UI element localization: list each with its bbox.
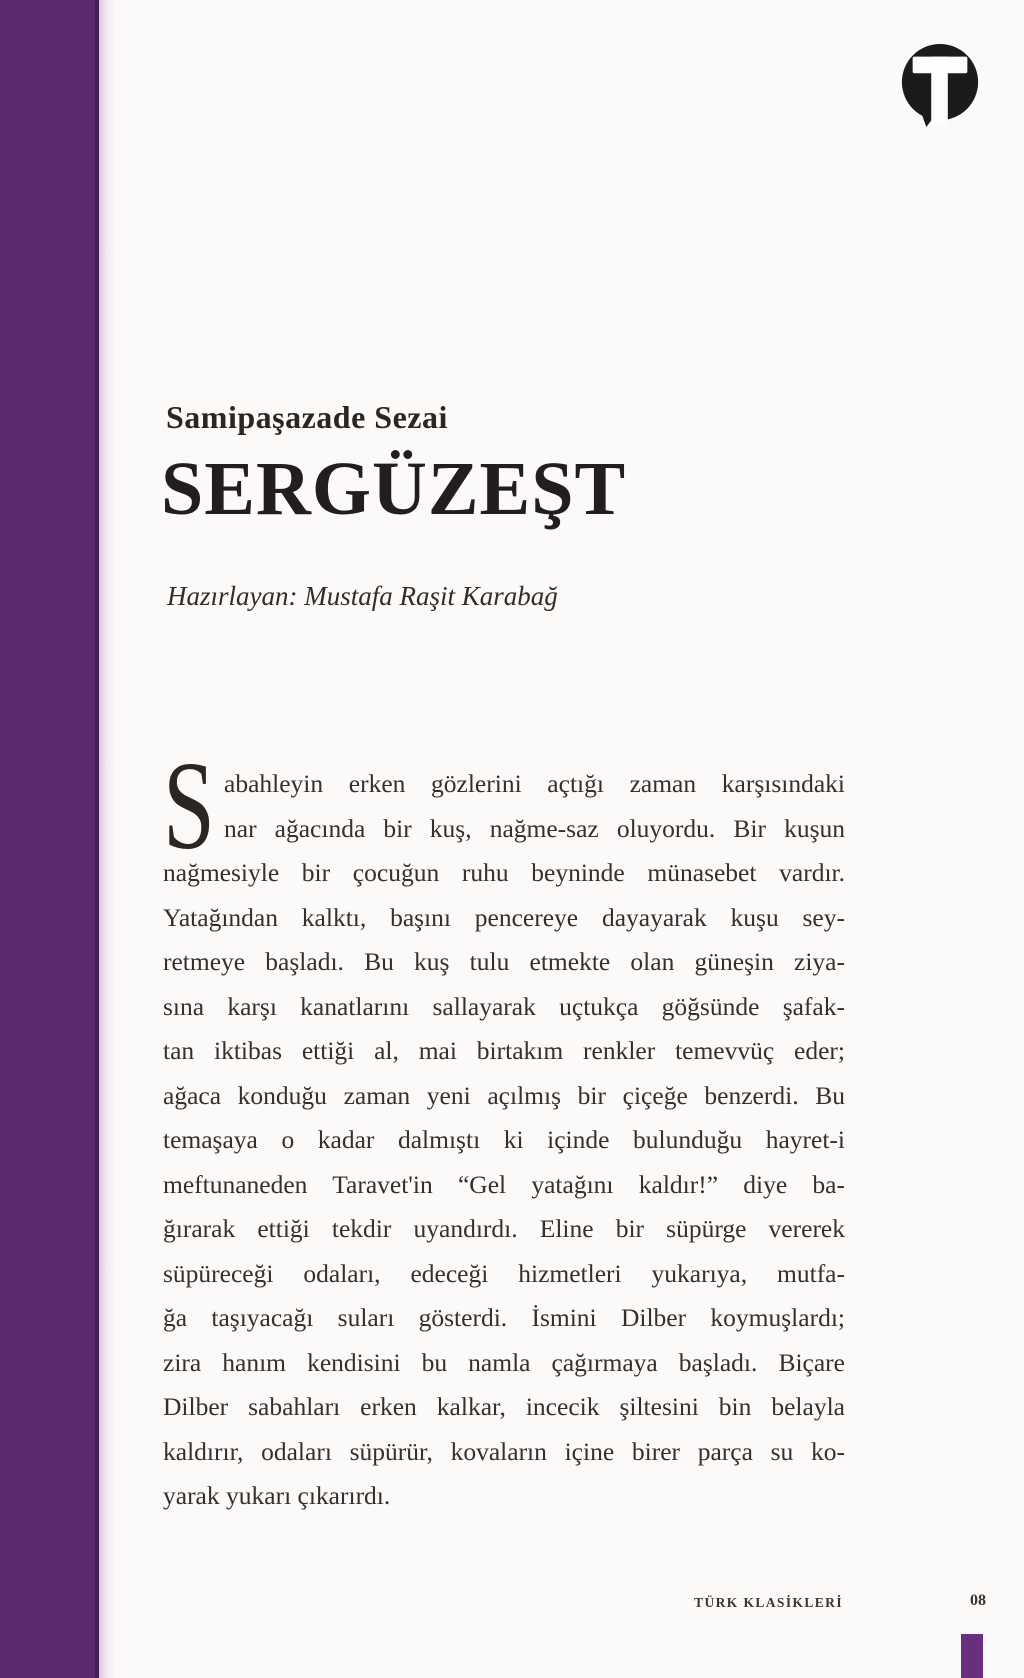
- body-line: tan iktibas ettiği al, mai birtakım renkler temevvüç eder;: [163, 1036, 845, 1065]
- book-title: SERGÜZEŞT: [161, 447, 627, 531]
- body-line: ğırarak ettiği tekdir uyandırdı. Eline bir süpürge vererek: [163, 1214, 845, 1243]
- footer-accent-bar: [961, 1634, 983, 1678]
- body-line: yarak yukarı çıkarırdı.: [163, 1481, 391, 1510]
- body-line: retmeye başladı. Bu kuş tulu etmekte olan güneşin ziya-: [163, 947, 845, 976]
- body-line: ğa taşıyacağı suları gösterdi. İsmini Dilber koymuşlardı;: [163, 1303, 845, 1332]
- drop-cap: S: [163, 737, 215, 876]
- body-paragraph: [163, 737, 845, 1519]
- body-line: temaşaya o kadar dalmıştı ki içinde bulunduğu hayret-i: [163, 1125, 845, 1154]
- body-line: nar ağacında bir kuş, nağme-saz oluyordu. Bir kuşun: [224, 813, 845, 843]
- body-line: süpüreceği odaları, edeceği hizmetleri yukarıya, mutfa-: [163, 1258, 845, 1288]
- body-line: zira hanım kendisini bu namla çağırmaya başladı. Biçare: [163, 1347, 845, 1377]
- footer-series-label: TÜRK KLASİKLERİ: [694, 1595, 843, 1610]
- body-line: kaldırır, odaları süpürür, kovaların içine birer parça su ko-: [163, 1436, 845, 1466]
- spine-stripe-fade: [99, 0, 116, 1678]
- body-line: Yatağından kalktı, başını pencereye dayayarak kuşu sey-: [163, 902, 845, 932]
- page-number: 08: [970, 1592, 986, 1609]
- body-line: ağaca konduğu zaman yeni açılmış bir çiçeğe benzerdi. Bu: [163, 1080, 845, 1110]
- spine-stripe: [0, 0, 95, 1678]
- body-line: nağmesiyle bir çocuğun ruhu beyninde münasebet vardır.: [163, 858, 845, 887]
- editor-credit: Hazırlayan: Mustafa Raşit Karabağ: [167, 581, 558, 611]
- body-line: meftunaneden Taravet'in “Gel yatağını kaldır!” diye ba-: [163, 1169, 845, 1199]
- turkuvaz-logo-icon: [897, 42, 983, 130]
- body-line: sına karşı kanatlarını sallayarak uçtukça göğsünde şafak-: [163, 991, 845, 1021]
- body-line: abahleyin erken gözlerini açtığı zaman karşısındaki: [224, 769, 845, 798]
- body-line: Dilber sabahları erken kalkar, incecik şiltesini bin belayla: [163, 1392, 845, 1421]
- author-name: Samipaşazade Sezai: [166, 399, 448, 435]
